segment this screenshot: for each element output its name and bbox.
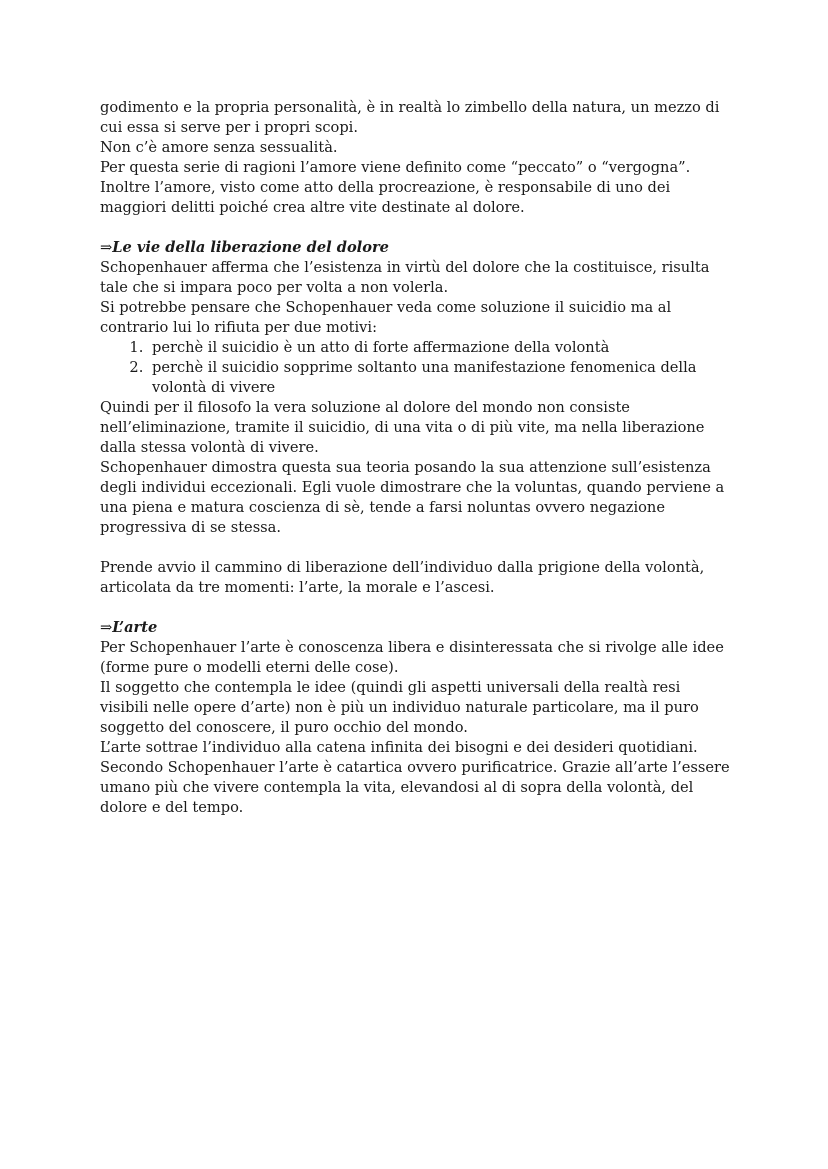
liberation-paragraph-4: Schopenhauer dimostra questa sua teoria posando la sua attenzione sull’esistenza degli individui eccezionali. Egli vuole dimostrare che la voluntas, quando perviene a una piena e matura coscienza di sè, tende a farsi noluntas ovvero negazione progressiva di se stessa. bbox=[100, 459, 725, 536]
art-paragraph-1: Per Schopenhauer l’arte è conoscenza libera e disinteressata che si rivolge alle idee (forme pure o modelli eterni delle cose). bbox=[100, 639, 724, 676]
art-paragraph-3: L’arte sottrae l’individuo alla catena infinita dei bisogni e dei desideri quotidiani. Secondo Schopenhauer l’arte è catartica ovvero purificatrice. Grazie all’arte l’essere umano più che vivere contempla la vita, elevandosi al di sopra della volontà, del dolore e del tempo. bbox=[100, 739, 730, 816]
document-page bbox=[100, 98, 730, 818]
heading-art bbox=[100, 618, 730, 638]
liberation-paragraph-5: Prende avvio il cammino di liberazione dell’individuo dalla prigione della volontà, articolata da tre momenti: l’arte, la morale e l’ascesi. bbox=[100, 559, 705, 596]
list-item: 2. perchè il suicidio sopprime soltanto una manifestazione fenomenica della volontà di vivere bbox=[148, 358, 730, 398]
intro-paragraph-2: Non c’è amore senza sessualità. bbox=[100, 139, 338, 156]
liberation-paragraph-1: Schopenhauer afferma che l’esistenza in virtù del dolore che la costituisce, risulta tale che si impara poco per volta a non volerla. bbox=[100, 259, 710, 296]
heading-art-text: L’arte bbox=[112, 619, 158, 636]
reasons-list bbox=[100, 338, 730, 398]
spacer bbox=[100, 218, 730, 238]
intro-paragraph-3: Per questa serie di ragioni l’amore viene definito come “peccato” o “vergogna”. bbox=[100, 159, 691, 176]
arrow-icon: ⇒ bbox=[100, 619, 113, 636]
liberation-paragraph-2: Si potrebbe pensare che Schopenhauer veda come soluzione il suicidio ma al contrario lui lo rifiuta per due motivi: bbox=[100, 299, 672, 336]
intro-paragraph-1: godimento e la propria personalità, è in realtà lo zimbello della natura, un mezzo di cui essa si serve per i propri scopi. bbox=[100, 99, 720, 136]
liberation-paragraph-3: Quindi per il filosofo la vera soluzione al dolore del mondo non consiste nell’eliminazione, tramite il suicidio, di una vita o di più vite, ma nella liberazione dalla stessa volontà di vivere. bbox=[100, 399, 705, 456]
intro-paragraph-4: Inoltre l’amore, visto come atto della procreazione, è responsabile di uno dei maggiori delitti poiché crea altre vite destinate al dolore. bbox=[100, 179, 671, 216]
heading-liberation-text: Le vie della liberazione del dolore bbox=[112, 239, 389, 256]
list-item: 1. perchè il suicidio è un atto di forte affermazione della volontà bbox=[148, 338, 730, 358]
spacer bbox=[100, 598, 730, 618]
spacer bbox=[100, 538, 730, 558]
arrow-icon: ⇒ bbox=[100, 239, 113, 256]
heading-liberation bbox=[100, 238, 730, 258]
art-paragraph-2: Il soggetto che contempla le idee (quindi gli aspetti universali della realtà resi visibili nelle opere d’arte) non è più un individuo naturale particolare, ma il puro soggetto del conoscere, il puro occhio del mondo. bbox=[100, 679, 699, 736]
